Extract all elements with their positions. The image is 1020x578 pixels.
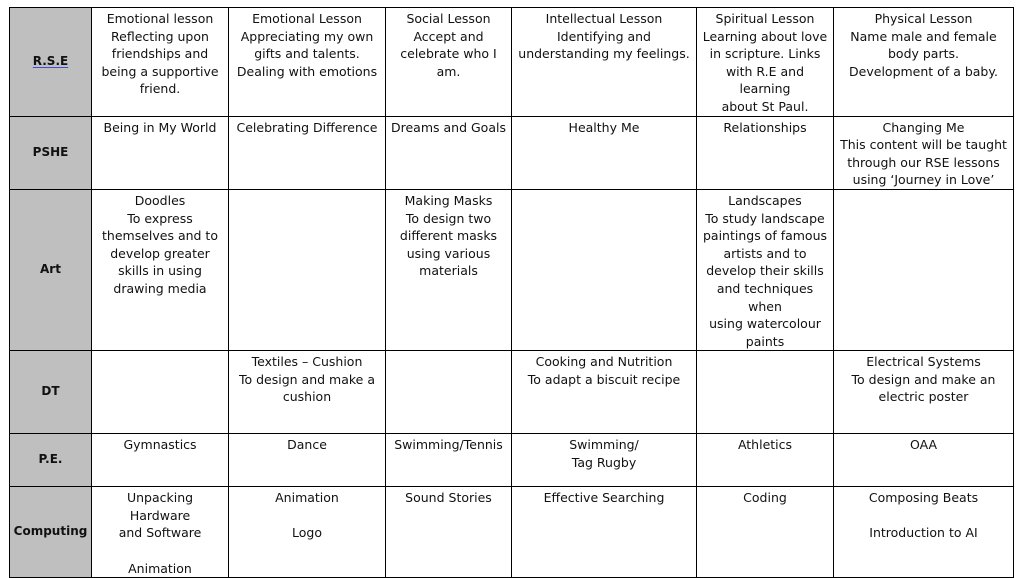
cell-text-line xyxy=(233,507,381,525)
cell-text-line: This content will be taught xyxy=(840,137,1007,153)
cell-text-line: To express xyxy=(127,210,193,226)
table-cell xyxy=(834,116,1014,189)
cell-text-line: Animation xyxy=(128,560,192,576)
table-cell xyxy=(697,434,834,487)
table-cell xyxy=(512,434,697,487)
table-cell xyxy=(92,189,229,350)
cell-text-line: Dance xyxy=(287,437,327,453)
table-cell xyxy=(386,8,512,117)
cell-text-line: Changing Me xyxy=(882,119,965,135)
cell-text-line: Making Masks xyxy=(404,192,493,208)
table-cell xyxy=(229,351,386,434)
table-cell xyxy=(697,116,834,189)
cell-text-line: themselves and to xyxy=(102,228,218,244)
cell-text-line: artists and to xyxy=(723,245,807,261)
cell-text-line xyxy=(96,542,224,560)
cell-text-line: gifts and talents. xyxy=(254,46,360,62)
cell-text-line: skills in using xyxy=(118,263,202,279)
cell-text-line: Dealing with emotions xyxy=(236,63,378,79)
cell-text-line: electric poster xyxy=(878,389,969,405)
cell-text-line: Logo xyxy=(292,525,322,541)
table-cell xyxy=(386,189,512,350)
table-cell xyxy=(697,8,834,117)
cell-text-line: Gymnastics xyxy=(123,437,197,453)
table-cell xyxy=(386,116,512,189)
table-cell xyxy=(697,351,834,434)
cell-text-line: with R.E and learning xyxy=(725,63,805,97)
cell-text-line: Landscapes xyxy=(728,192,802,208)
table-cell xyxy=(386,351,512,434)
cell-text-line: cushion xyxy=(282,389,332,405)
cell-text-line: Spiritual Lesson xyxy=(715,11,815,26)
cell-text-line: about St Paul. xyxy=(721,98,809,114)
cell-text-line: drawing media xyxy=(113,280,207,296)
cell-text-line: Emotional Lesson xyxy=(252,11,362,26)
cell-text-line: Athletics xyxy=(737,437,793,453)
table-cell xyxy=(229,189,386,350)
cell-text-line xyxy=(838,507,1009,525)
cell-text-line: Celebrating Difference xyxy=(236,119,378,135)
cell-text-line: Learning about love xyxy=(702,28,828,44)
table-cell xyxy=(92,487,229,578)
table-cell xyxy=(229,116,386,189)
table-cell xyxy=(512,487,697,578)
cell-text-line: Intellectual Lesson xyxy=(545,11,663,26)
table-cell xyxy=(386,487,512,578)
table-row xyxy=(10,8,1014,117)
cell-text-line: and Software xyxy=(118,525,202,541)
cell-text-line: develop their skills xyxy=(706,263,824,279)
cell-text-line: and techniques when xyxy=(716,280,814,314)
cell-text-line: Introduction to AI xyxy=(869,525,978,541)
cell-text-line: Sound Stories xyxy=(405,490,492,506)
table-cell xyxy=(229,8,386,117)
subject-label-text: DT xyxy=(41,384,60,399)
table-cell xyxy=(512,351,697,434)
cell-text-line: using ‘Journey in Love’ xyxy=(852,172,995,188)
cell-text-line: Swimming/ xyxy=(569,437,639,453)
cell-text-line: Coding xyxy=(743,490,787,506)
table-cell xyxy=(512,189,697,350)
cell-text-line: Relationships xyxy=(723,119,807,135)
cell-text-line: Composing Beats xyxy=(868,490,979,506)
table-cell xyxy=(834,189,1014,350)
cell-text-line: body parts. xyxy=(887,46,959,62)
cell-text-line: using watercolour xyxy=(709,316,821,332)
cell-text-line: Reflecting upon xyxy=(111,28,209,44)
curriculum-table-body xyxy=(10,8,1014,578)
cell-text-line: Doodles xyxy=(134,192,186,208)
subject-label xyxy=(10,487,92,578)
subject-label xyxy=(10,8,92,117)
cell-text-line: understanding my feelings. xyxy=(518,46,690,62)
table-cell xyxy=(697,189,834,350)
table-cell xyxy=(512,116,697,189)
table-cell xyxy=(92,434,229,487)
table-cell xyxy=(229,434,386,487)
cell-text-line: Healthy Me xyxy=(568,119,640,135)
cell-text-line: Accept and xyxy=(413,28,484,44)
cell-text-line: friendships and xyxy=(111,46,209,62)
subject-label-text: Art xyxy=(40,262,61,277)
cell-text-line: To design two xyxy=(405,210,492,226)
cell-text-line: friend. xyxy=(139,81,181,97)
cell-text-line: To adapt a biscuit recipe xyxy=(527,371,681,387)
cell-text-line: Tag Rugby xyxy=(571,454,637,470)
table-cell xyxy=(834,487,1014,578)
cell-text-line: develop greater xyxy=(110,245,210,261)
subject-label xyxy=(10,189,92,350)
table-cell xyxy=(834,434,1014,487)
table-row xyxy=(10,487,1014,578)
cell-text-line: To design and make an xyxy=(851,371,996,387)
subject-label-text: PSHE xyxy=(32,144,69,159)
table-row xyxy=(10,189,1014,350)
cell-text-line: Name male and female xyxy=(850,28,997,44)
cell-text-line: To design and make a xyxy=(238,371,376,387)
cell-text-line: Cooking and Nutrition xyxy=(535,354,673,370)
cell-text-line: OAA xyxy=(909,437,938,453)
cell-text-line: Electrical Systems xyxy=(866,354,981,370)
cell-text-line: using various xyxy=(406,245,491,261)
subject-label-text: Computing xyxy=(13,524,88,539)
table-cell xyxy=(92,351,229,434)
table-cell xyxy=(834,8,1014,117)
cell-text-line: am. xyxy=(436,63,461,79)
cell-text-line: Effective Searching xyxy=(543,490,665,506)
table-cell xyxy=(229,487,386,578)
cell-text-line: in scripture. Links xyxy=(709,46,821,62)
cell-text-line: Being in My World xyxy=(103,119,217,135)
subject-label xyxy=(10,116,92,189)
table-cell xyxy=(92,116,229,189)
table-cell xyxy=(386,434,512,487)
cell-text-line: To study landscape xyxy=(705,210,825,226)
cell-text-line: paints xyxy=(745,333,785,349)
table-cell xyxy=(834,351,1014,434)
table-row xyxy=(10,434,1014,487)
subject-label-text: P.E. xyxy=(38,452,63,467)
cell-text-line: materials xyxy=(419,263,478,279)
subject-label xyxy=(10,434,92,487)
curriculum-table xyxy=(9,7,1014,578)
cell-text-line: Swimming/Tennis xyxy=(394,437,503,453)
cell-text-line: Physical Lesson xyxy=(874,11,973,26)
cell-text-line: Identifying and xyxy=(556,28,651,44)
table-cell xyxy=(697,487,834,578)
table-row xyxy=(10,351,1014,434)
cell-text-line: Dreams and Goals xyxy=(391,119,506,135)
table-cell xyxy=(92,8,229,117)
cell-text-line: Development of a baby. xyxy=(849,63,998,79)
cell-text-line: Appreciating my own xyxy=(240,28,374,44)
table-cell xyxy=(512,8,697,117)
cell-text-line: Animation xyxy=(275,490,339,506)
subject-label xyxy=(10,351,92,434)
cell-text-line: celebrate who I xyxy=(400,46,497,62)
cell-text-line: through our RSE lessons xyxy=(847,154,1000,170)
subject-label-text: R.S.E xyxy=(32,53,69,68)
cell-text-line: Social Lesson xyxy=(406,11,491,26)
cell-text-line: being a supportive xyxy=(101,63,219,79)
cell-text-line: Emotional lesson xyxy=(106,11,214,26)
cell-text-line: paintings of famous xyxy=(702,228,828,244)
table-row xyxy=(10,116,1014,189)
cell-text-line: Unpacking Hardware xyxy=(126,490,194,523)
cell-text-line: different masks xyxy=(399,228,498,244)
cell-text-line: Textiles – Cushion xyxy=(251,354,363,370)
